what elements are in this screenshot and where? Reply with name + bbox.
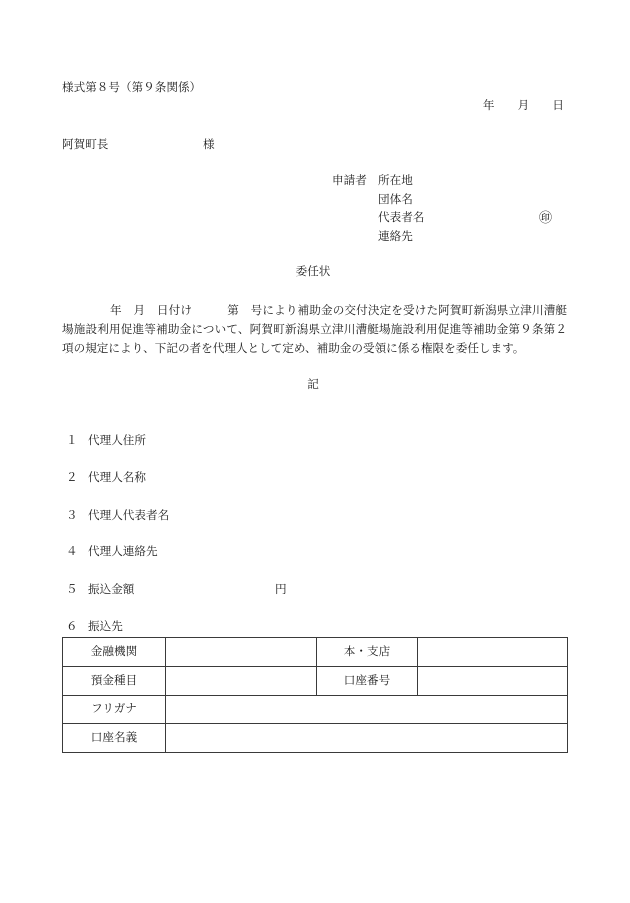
account-number-field xyxy=(418,666,568,695)
applicant-address-label: 所在地 xyxy=(378,174,413,187)
table-row xyxy=(63,695,568,724)
branch-field xyxy=(418,638,568,667)
document-title: 委任状 xyxy=(295,265,331,278)
applicant-contact-label: 連絡先 xyxy=(378,230,413,243)
item-label: 代理人連絡先 xyxy=(88,545,158,558)
item-label: 代理人名称 xyxy=(88,471,146,484)
date-line: 年 月 日 xyxy=(482,99,564,112)
furigana-field xyxy=(166,695,568,724)
body-line-2: 場施設利用促進等補助金について、阿賀町新潟県立津川漕艇場施設利用促進等補助金第９条第２ xyxy=(62,323,567,336)
item-label: 代理人住所 xyxy=(88,434,146,447)
item-number: ６ xyxy=(66,620,78,633)
item-label: 振込先 xyxy=(88,620,123,633)
applicant-label: 申請者 xyxy=(332,174,367,187)
item-number: ４ xyxy=(66,545,78,558)
branch-label: 本・支店 xyxy=(317,638,418,667)
form-number: 様式第８号（第９条関係） xyxy=(62,81,202,94)
bank-transfer-table xyxy=(62,637,568,753)
table-row xyxy=(63,638,568,667)
bank-name-label: 金融機関 xyxy=(63,638,166,667)
account-holder-label: 口座名義 xyxy=(63,724,166,753)
addressee-name: 阿賀町長 xyxy=(62,138,109,151)
item-number: １ xyxy=(66,434,78,447)
body-line-3: 項の規定により、下記の者を代理人として定め、補助金の受領に係る権限を委任します。 xyxy=(62,342,525,355)
applicant-representative-label: 代表者名 xyxy=(378,211,425,224)
furigana-label: フリガナ xyxy=(63,695,166,724)
addressee-honorific: 様 xyxy=(203,138,215,151)
item-number: ３ xyxy=(66,509,78,522)
bank-name-field xyxy=(166,638,317,667)
account-type-label: 預金種目 xyxy=(63,666,166,695)
item-number: ２ xyxy=(66,471,78,484)
table-row xyxy=(63,724,568,753)
table-row xyxy=(63,666,568,695)
seal-mark: ㊞ xyxy=(539,210,553,225)
body-line-1: 年 月 日付け 第 号により補助金の交付決定を受けた阿賀町新潟県立津川漕艇 xyxy=(110,304,567,317)
applicant-organization-label: 団体名 xyxy=(378,193,413,206)
item-label: 振込金額 xyxy=(88,583,135,596)
record-mark: 記 xyxy=(307,378,319,391)
amount-unit: 円 xyxy=(275,583,287,596)
account-number-label: 口座番号 xyxy=(317,666,418,695)
item-label: 代理人代表者名 xyxy=(88,509,170,522)
item-number: ５ xyxy=(66,583,78,596)
account-type-field xyxy=(166,666,317,695)
account-holder-field xyxy=(166,724,568,753)
